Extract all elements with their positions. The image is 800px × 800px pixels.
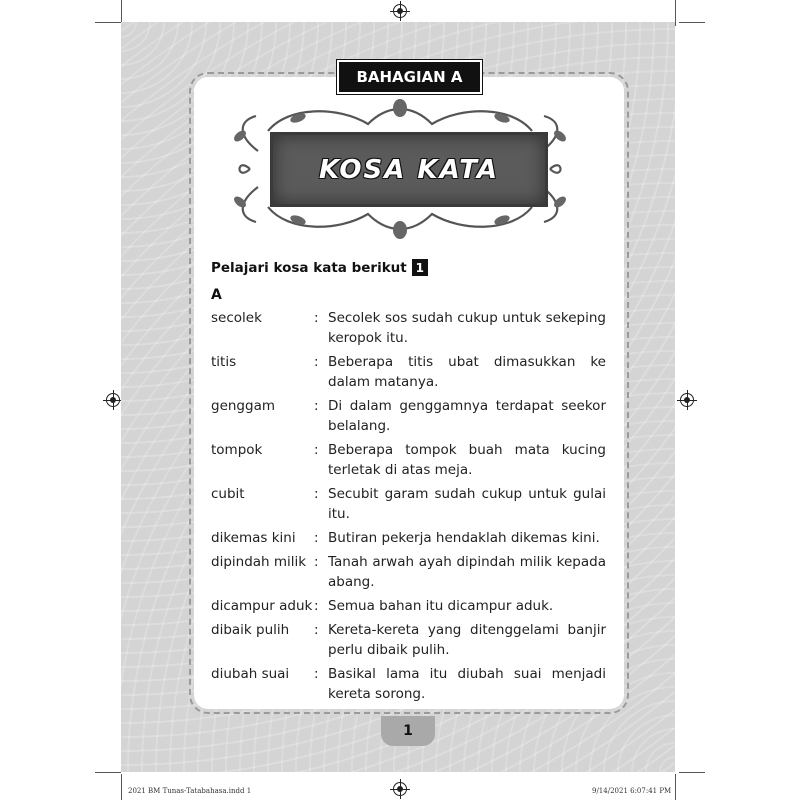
entry-term: diubah suai <box>211 666 290 682</box>
entry-colon: : <box>314 622 319 638</box>
entry-colon: : <box>314 554 319 570</box>
entry-term: titis <box>211 354 237 370</box>
entry-definition: Kereta-kereta yang ditenggelami banjir perlu dibaik pulih. <box>328 622 606 658</box>
entry-definition: Beberapa titis ubat dimasukkan ke dalam matanya. <box>328 354 606 390</box>
title-box <box>270 132 548 207</box>
instruction-number-badge: 1 <box>412 259 428 276</box>
registration-mark-icon <box>680 393 694 407</box>
vocabulary-entry <box>211 440 606 480</box>
entry-term: dicampur aduk <box>211 598 313 614</box>
entry-colon: : <box>314 310 319 326</box>
entry-definition: Secolek sos sudah cukup untuk sekeping keropok itu. <box>328 310 606 346</box>
group-letter: A <box>211 287 222 303</box>
entry-term: dibaik pulih <box>211 622 290 638</box>
vocabulary-entry <box>211 352 606 392</box>
crop-mark <box>95 772 121 773</box>
entry-definition: Di dalam genggamnya terdapat seekor belalang. <box>328 398 606 434</box>
entry-colon: : <box>314 354 319 370</box>
entry-term: dipindah milik <box>211 554 307 570</box>
vocabulary-entry <box>211 528 606 548</box>
crop-mark <box>95 22 121 23</box>
entry-definition: Tanah arwah ayah dipindah milik kepada abang. <box>328 554 606 590</box>
instruction-text: Pelajari kosa kata berikut <box>211 259 407 276</box>
vocabulary-entry <box>211 664 606 704</box>
registration-mark-icon <box>106 393 120 407</box>
registration-mark-icon <box>393 4 407 18</box>
entry-term: cubit <box>211 486 245 502</box>
entry-colon: : <box>314 486 319 502</box>
crop-mark <box>679 22 705 23</box>
page-number-tab <box>381 716 435 746</box>
entry-definition: Basikal lama itu diubah suai menjadi kereta sorong. <box>328 666 606 702</box>
entry-colon: : <box>314 666 319 682</box>
entry-colon: : <box>314 530 319 546</box>
entry-colon: : <box>314 442 319 458</box>
entry-colon: : <box>314 398 319 414</box>
vocabulary-entry <box>211 596 606 616</box>
page-number: 1 <box>403 723 413 739</box>
vocabulary-entry <box>211 620 606 660</box>
vocabulary-entry <box>211 396 606 436</box>
entry-definition: Secubit garam sudah cukup untuk gulai itu. <box>328 486 606 522</box>
crop-mark <box>679 772 705 773</box>
vocabulary-entry <box>211 552 606 592</box>
entry-colon: : <box>314 598 319 614</box>
crop-mark <box>675 774 676 800</box>
slug-datetime: 9/14/2021 6:07:41 PM <box>592 787 672 795</box>
vocabulary-list <box>211 308 606 708</box>
page-title: KOSA KATA <box>318 154 500 185</box>
entry-term: secolek <box>211 310 262 326</box>
registration-mark-icon <box>393 782 407 796</box>
vocabulary-entry <box>211 308 606 348</box>
entry-term: dikemas kini <box>211 530 296 546</box>
section-label: BAHAGIAN A <box>356 68 463 86</box>
instruction <box>211 259 428 276</box>
vocabulary-entry <box>211 484 606 524</box>
entry-term: tompok <box>211 442 263 458</box>
crop-mark <box>675 0 676 26</box>
entry-definition: Butiran pekerja hendaklah dikemas kini. <box>328 530 600 546</box>
entry-term: genggam <box>211 398 275 414</box>
crop-mark <box>121 774 122 800</box>
entry-definition: Semua bahan itu dicampur aduk. <box>328 598 554 614</box>
section-banner <box>337 60 482 94</box>
entry-definition: Beberapa tompok buah mata kucing terletak di atas meja. <box>328 442 606 478</box>
slug-filename: 2021 BM Tunas-Tatabahasa.indd 1 <box>128 787 252 795</box>
